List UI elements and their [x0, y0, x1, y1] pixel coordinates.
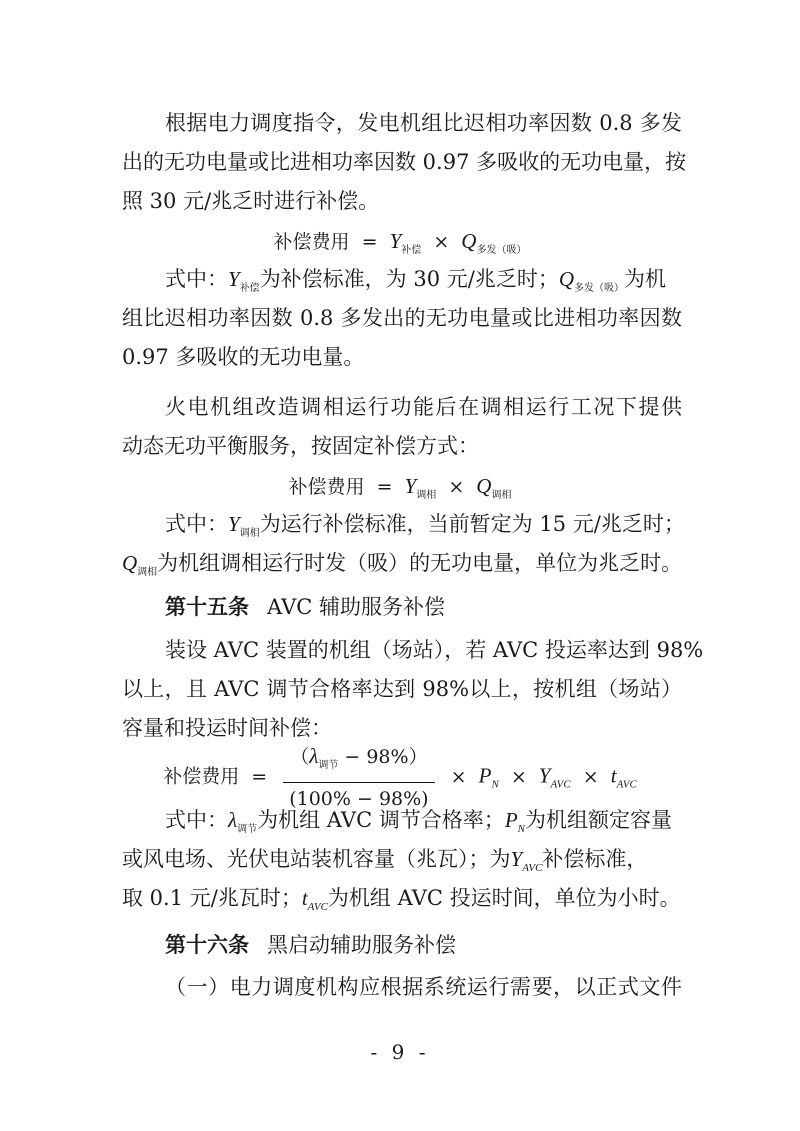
where-text: 取 0.1 元/兆瓦时；: [122, 886, 302, 910]
where-prefix: 式中：: [165, 808, 228, 832]
formula-times: ×: [510, 765, 527, 788]
formula-var-q: Q: [461, 229, 477, 253]
paragraph-line: 根据电力调度指令，发电机组比迟相功率因数 0.8 多发: [165, 111, 682, 135]
formula-var-p: P: [478, 763, 492, 788]
var-t: t: [301, 886, 308, 910]
where-text: 为运行补偿标准，当前暂定为 15 元/兆乏时；: [259, 512, 685, 536]
formula-sub: 调相: [416, 490, 437, 501]
var-q: Q: [558, 267, 575, 291]
formula-sub: AVC: [616, 778, 637, 791]
formula-lhs: 补偿费用: [273, 231, 350, 253]
fraction-denominator: (100% − 98%): [289, 788, 429, 810]
paragraph-line: 容量和投运时间补偿：: [122, 716, 332, 740]
formula-sub: N: [491, 778, 499, 791]
formula-sub: 多发（吸）: [476, 245, 527, 256]
paragraph-line: 动态无功平衡服务，按固定补偿方式：: [122, 434, 479, 458]
where-line: [122, 844, 682, 883]
formula-var-t: t: [610, 763, 617, 788]
formula-lhs: 补偿费用: [163, 765, 240, 788]
var-y: Y: [228, 267, 240, 291]
where-line: [165, 264, 682, 304]
article-number: 第十五条: [165, 595, 249, 619]
formula-times: ×: [450, 765, 467, 788]
var-y: Y: [510, 847, 523, 871]
formula-var-y: Y: [538, 763, 551, 788]
formula-equals: =: [361, 231, 378, 253]
formula-var-y: Y: [389, 229, 402, 253]
paragraph-line: （一）电力调度机构应根据系统运行需要，以正式文件: [165, 975, 682, 999]
formula-fraction: [283, 742, 434, 813]
var-sub: 补偿: [239, 283, 260, 294]
formula-lhs: 补偿费用: [288, 476, 365, 498]
paragraph-line: 0.97 多吸收的无功电量。: [122, 345, 365, 369]
var-sub: 调相: [239, 528, 260, 539]
var-sub: 调相: [137, 567, 158, 578]
var-sub: N: [517, 823, 525, 835]
where-text: 补偿标准，: [542, 847, 648, 871]
formula-sub: AVC: [550, 778, 571, 791]
formula-phase-modulation: [0, 472, 800, 510]
formula-reactive-compensation: [0, 227, 800, 265]
formula-times: ×: [448, 476, 465, 498]
where-text: 为机组额定容量: [524, 808, 672, 832]
var-sub: AVC: [522, 862, 543, 874]
page-number: - 9 -: [370, 1040, 430, 1064]
formula-sub: 调相: [491, 490, 512, 501]
paragraph-line: 火电机组改造调相运行功能后在调相运行工况下提供: [165, 395, 682, 419]
article-title: AVC 辅助服务补偿: [267, 595, 446, 619]
numerator-rest: − 98%）: [338, 746, 428, 768]
paragraph-line: 出的无功电量或比进相功率因数 0.97 多吸收的无功电量，按: [122, 150, 687, 174]
var-sub: 多发（吸）: [574, 283, 625, 294]
formula-var-q: Q: [476, 474, 492, 498]
paragraph-line: 组比迟相功率因数 0.8 多发出的无功电量或比进相功率因数: [122, 306, 682, 330]
var-p: P: [504, 808, 518, 832]
paren: （: [290, 746, 310, 768]
where-line: [165, 805, 682, 845]
where-prefix: 式中：: [165, 267, 228, 291]
paragraph-line: 照 30 元/兆乏时进行补偿。: [122, 189, 380, 213]
formula-sub: 补偿: [401, 245, 422, 256]
formula-avc-compensation: [0, 742, 800, 813]
where-text: 为机: [624, 267, 667, 291]
fraction-numerator: [283, 742, 434, 783]
var-y: Y: [228, 512, 240, 536]
var-sub: 调节: [318, 760, 339, 771]
var-q: Q: [122, 551, 138, 575]
var-sub: 调节: [237, 824, 258, 835]
where-text: 为机组 AVC 调节合格率；: [257, 808, 505, 832]
article-title: 黑启动辅助服务补偿: [267, 933, 456, 957]
where-prefix: 式中：: [165, 512, 228, 536]
where-text: 为机组 AVC 投运时间，单位为小时。: [327, 886, 681, 910]
paragraph-line: 装设 AVC 装置的机组（场站），若 AVC 投运率达到 98%: [165, 638, 704, 662]
article-16-heading: [165, 930, 682, 960]
formula-times: ×: [433, 231, 450, 253]
var-lambda: λ: [228, 808, 238, 832]
where-line: [122, 883, 682, 922]
formula-var-y: Y: [404, 474, 417, 498]
where-text: 或风电场、光伏电站装机容量（兆瓦）；为: [122, 847, 511, 871]
formula-equals: =: [251, 765, 268, 788]
where-line: [122, 548, 682, 588]
paragraph-line: 以上，且 AVC 调节合格率达到 98%以上，按机组（场站）: [122, 677, 682, 701]
var-sub: AVC: [307, 901, 328, 913]
where-text: 为补偿标准，为 30 元/兆乏时；: [259, 267, 559, 291]
formula-times: ×: [582, 765, 599, 788]
var-lambda: λ: [309, 744, 319, 768]
article-number: 第十六条: [165, 933, 249, 957]
article-15-heading: [165, 592, 682, 622]
where-text: 为机组调相运行时发（吸）的无功电量，单位为兆乏时。: [157, 551, 683, 575]
where-line: [165, 509, 685, 549]
formula-equals: =: [376, 476, 393, 498]
